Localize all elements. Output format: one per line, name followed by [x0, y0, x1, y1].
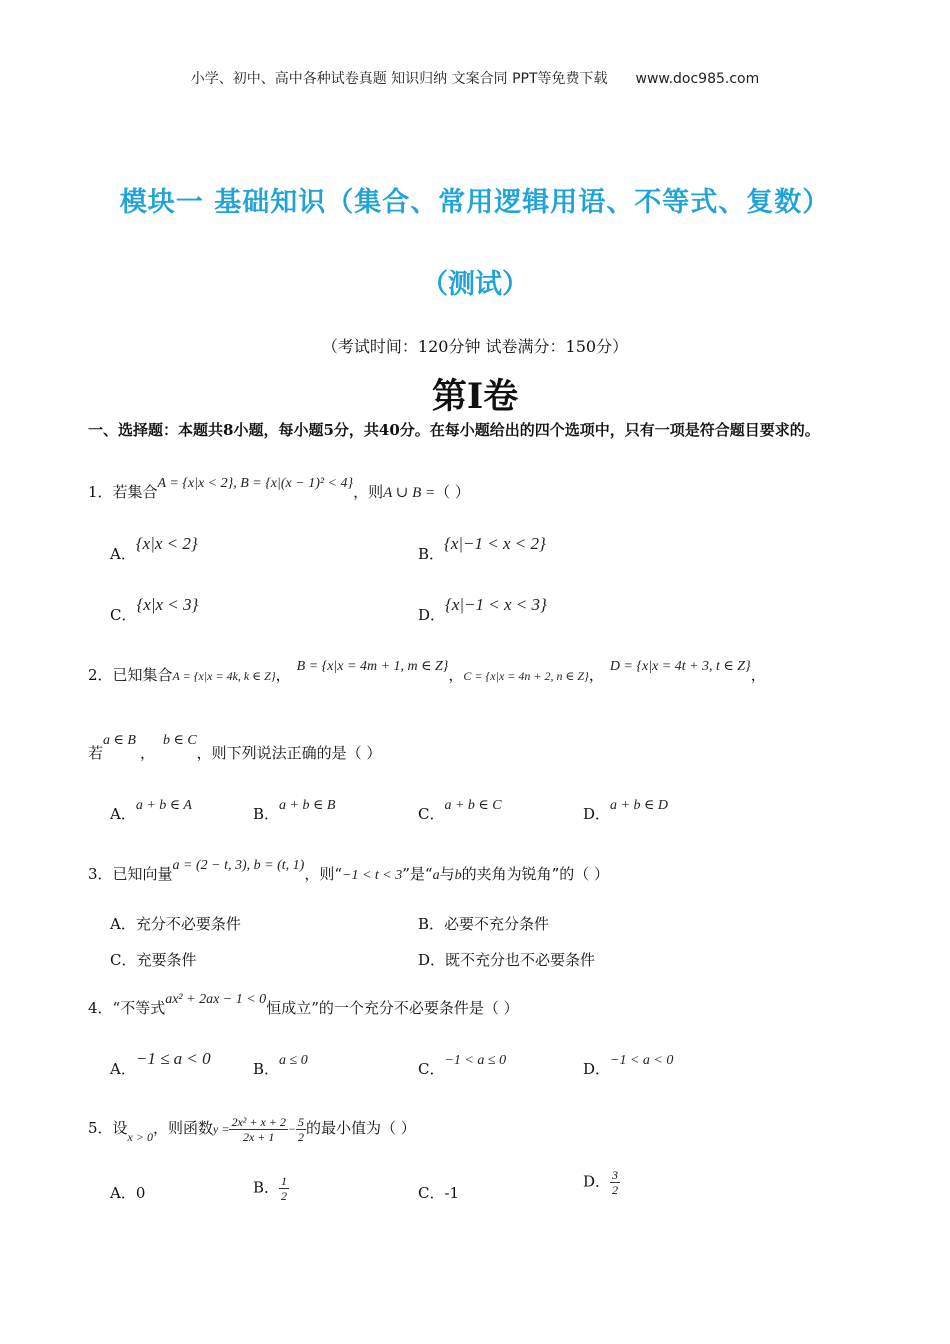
option-math: a + b ∈ B: [279, 798, 336, 813]
header-url[interactable]: www.doc985.com: [635, 71, 760, 87]
option-math: −1 < a ≤ 0: [444, 1053, 507, 1068]
option-label: C．: [418, 1060, 445, 1078]
q3-option-d[interactable]: [418, 949, 595, 970]
q2-option-b[interactable]: [253, 798, 336, 824]
q1-prefix: 1．若集合: [88, 483, 158, 501]
option-text: 充分不必要条件: [135, 915, 241, 933]
option-label: D．: [583, 1172, 611, 1191]
option-math: a ≤ 0: [279, 1053, 308, 1068]
question-3: [88, 858, 610, 884]
option-math: −1 < a < 0: [610, 1053, 674, 1068]
q1-option-c[interactable]: [110, 595, 199, 625]
question-4: [88, 992, 519, 1018]
q5-y-eq: y =: [213, 1122, 230, 1136]
option-label: A．: [110, 1060, 136, 1078]
exam-info: （考试时间：120分钟 试卷满分：150分）: [321, 337, 629, 356]
fraction-denominator: 2: [298, 1129, 304, 1144]
q5-prefix: 5．设: [88, 1119, 128, 1137]
q1-math: A = {x|x < 2}, B = {x|(x − 1)² < 4}: [157, 476, 354, 491]
fraction-numerator: 3: [612, 1168, 619, 1182]
q5-option-b[interactable]: [253, 1174, 289, 1203]
q2-prefix: 2．已知集合: [88, 666, 173, 684]
q5-fraction-2: [296, 1115, 306, 1144]
q4-option-a[interactable]: [110, 1049, 211, 1079]
option-fraction: [279, 1174, 289, 1203]
fraction-denominator: 2: [612, 1183, 619, 1197]
q3-prefix: 3．已知向量: [88, 865, 173, 883]
q2-cond1: a ∈ B: [103, 733, 136, 748]
q5-minus: −: [287, 1122, 296, 1136]
q3-cond: −1 < t < 3: [342, 868, 403, 883]
q2-set-d: D = {x|x = 4t + 3, t ∈ Z}: [609, 659, 751, 674]
option-text: 既不充分也不必要条件: [445, 951, 596, 969]
site-header: [0, 68, 950, 88]
option-math: a + b ∈ C: [444, 798, 502, 813]
q2-cond2: b ∈ C: [162, 733, 197, 748]
q3-suffix: 的夹角为锐角”的（ ）: [461, 865, 610, 883]
q5-suffix: 的最小值为（ ）: [306, 1119, 416, 1137]
option-label: C．: [418, 805, 445, 823]
option-math: {x|−1 < x < 2}: [444, 534, 546, 553]
q1-option-a[interactable]: [110, 534, 198, 564]
q2-line2-prefix: 若: [88, 744, 104, 762]
q3-option-a[interactable]: [110, 913, 241, 934]
option-label: B．: [418, 545, 445, 563]
option-math: {x|x < 3}: [136, 595, 199, 614]
option-label: B．: [253, 1060, 280, 1078]
q5-mid: ，则函数: [152, 1119, 213, 1137]
option-label: D．: [418, 606, 446, 624]
option-math: {x|x < 2}: [135, 534, 198, 553]
fraction-numerator: 5: [298, 1114, 304, 1129]
q1-option-b[interactable]: [418, 534, 546, 564]
option-math: {x|−1 < x < 3}: [445, 595, 547, 614]
q3-vector-a: a: [432, 868, 440, 883]
option-label: A．: [110, 805, 136, 823]
q2-set-c: C = {x|x = 4n + 2, n ∈ Z}: [463, 669, 589, 683]
q4-prefix: 4．“不等式: [88, 999, 166, 1017]
header-text: 小学、初中、高中各种试卷真题 知识归纳 文案合同 PPT等免费下载: [190, 71, 608, 87]
q4-option-d[interactable]: [583, 1053, 674, 1079]
q2-option-c[interactable]: [418, 798, 502, 824]
option-label: A．: [110, 915, 136, 933]
fraction-denominator: 2x + 1: [242, 1129, 275, 1144]
option-label: A．: [110, 1184, 136, 1202]
q2-line2-suffix: ，则下列说法正确的是（ ）: [196, 744, 382, 762]
q2-option-d[interactable]: [583, 798, 668, 824]
q1-option-d[interactable]: [418, 595, 547, 625]
q1-math2: A ∪ B =: [383, 485, 436, 501]
q4-math: ax² + 2ax − 1 < 0: [165, 992, 267, 1007]
q3-mid1: ，则“: [304, 865, 342, 883]
option-math: a + b ∈ D: [610, 798, 668, 813]
q2-option-a[interactable]: [110, 798, 192, 824]
q3-option-c[interactable]: [110, 949, 197, 970]
option-fraction: [610, 1168, 620, 1197]
option-text: 0: [135, 1184, 146, 1202]
option-label: C．: [110, 606, 137, 624]
option-label: D．: [418, 951, 446, 969]
option-label: A．: [110, 545, 136, 563]
option-label: B．: [418, 915, 445, 933]
option-text: 充要条件: [136, 951, 197, 969]
option-math: a + b ∈ A: [135, 798, 192, 813]
q5-option-a[interactable]: [110, 1182, 145, 1203]
module-subtitle: （测试）: [421, 269, 529, 300]
q3-mid2: ”是“: [402, 865, 433, 883]
q2-set-a: A = {x|x = 4k, k ∈ Z}: [172, 669, 276, 683]
module-title: 模块一 基础知识（集合、常用逻辑用语、不等式、复数）: [119, 187, 831, 218]
question-5: [88, 1108, 416, 1149]
option-label: D．: [583, 805, 611, 823]
q5-option-c[interactable]: [418, 1182, 459, 1203]
section-heading: 一、选择题：本题共8小题，每小题5分，共40分。在每小题给出的四个选项中，只有一项是符合题目要求的。: [88, 421, 820, 439]
q5-fraction-1: [229, 1115, 287, 1144]
q3-mid3: 与: [439, 865, 455, 883]
q1-suffix-pre: ，则: [353, 483, 384, 501]
option-label: C．: [418, 1184, 445, 1202]
q4-suffix: 恒成立”的一个充分不必要条件是（ ）: [266, 999, 519, 1017]
option-math: −1 ≤ a < 0: [135, 1049, 211, 1068]
option-label: B．: [253, 805, 280, 823]
q4-option-c[interactable]: [418, 1053, 507, 1079]
q4-option-b[interactable]: [253, 1053, 308, 1079]
option-label: C．: [110, 951, 137, 969]
option-label: D．: [583, 1060, 611, 1078]
q3-math: a = (2 − t, 3), b = (t, 1): [172, 858, 305, 873]
q5-option-d[interactable]: [583, 1168, 620, 1197]
fraction-denominator: 2: [281, 1189, 288, 1203]
question-1: [88, 476, 470, 502]
q5-cond: x > 0: [127, 1130, 153, 1144]
volume-title: 第Ⅰ卷: [431, 376, 519, 417]
q1-suffix: （ ）: [435, 483, 470, 501]
q3-option-b[interactable]: [418, 913, 549, 934]
option-text: -1: [444, 1184, 460, 1202]
question-2: 2．已知集合A = {x|x = 4k, k ∈ Z}， B = {x|x = 4m + 1, m ∈ Z}，C = {x|x = 4n + 2, n ∈ Z}， D = {x|x = 4t + 3, t ∈ Z}，: [88, 659, 766, 684]
q2-set-b: B = {x|x = 4m + 1, m ∈ Z}: [296, 659, 449, 674]
option-text: 必要不充分条件: [444, 915, 550, 933]
option-label: B．: [253, 1178, 280, 1197]
fraction-numerator: 1: [281, 1174, 288, 1188]
q3-vector-b: b: [454, 868, 462, 883]
q2-condition-line: 若a ∈ B，b ∈ C，则下列说法正确的是（ ）: [88, 733, 382, 762]
fraction-numerator: 2x² + x + 2: [231, 1114, 286, 1129]
